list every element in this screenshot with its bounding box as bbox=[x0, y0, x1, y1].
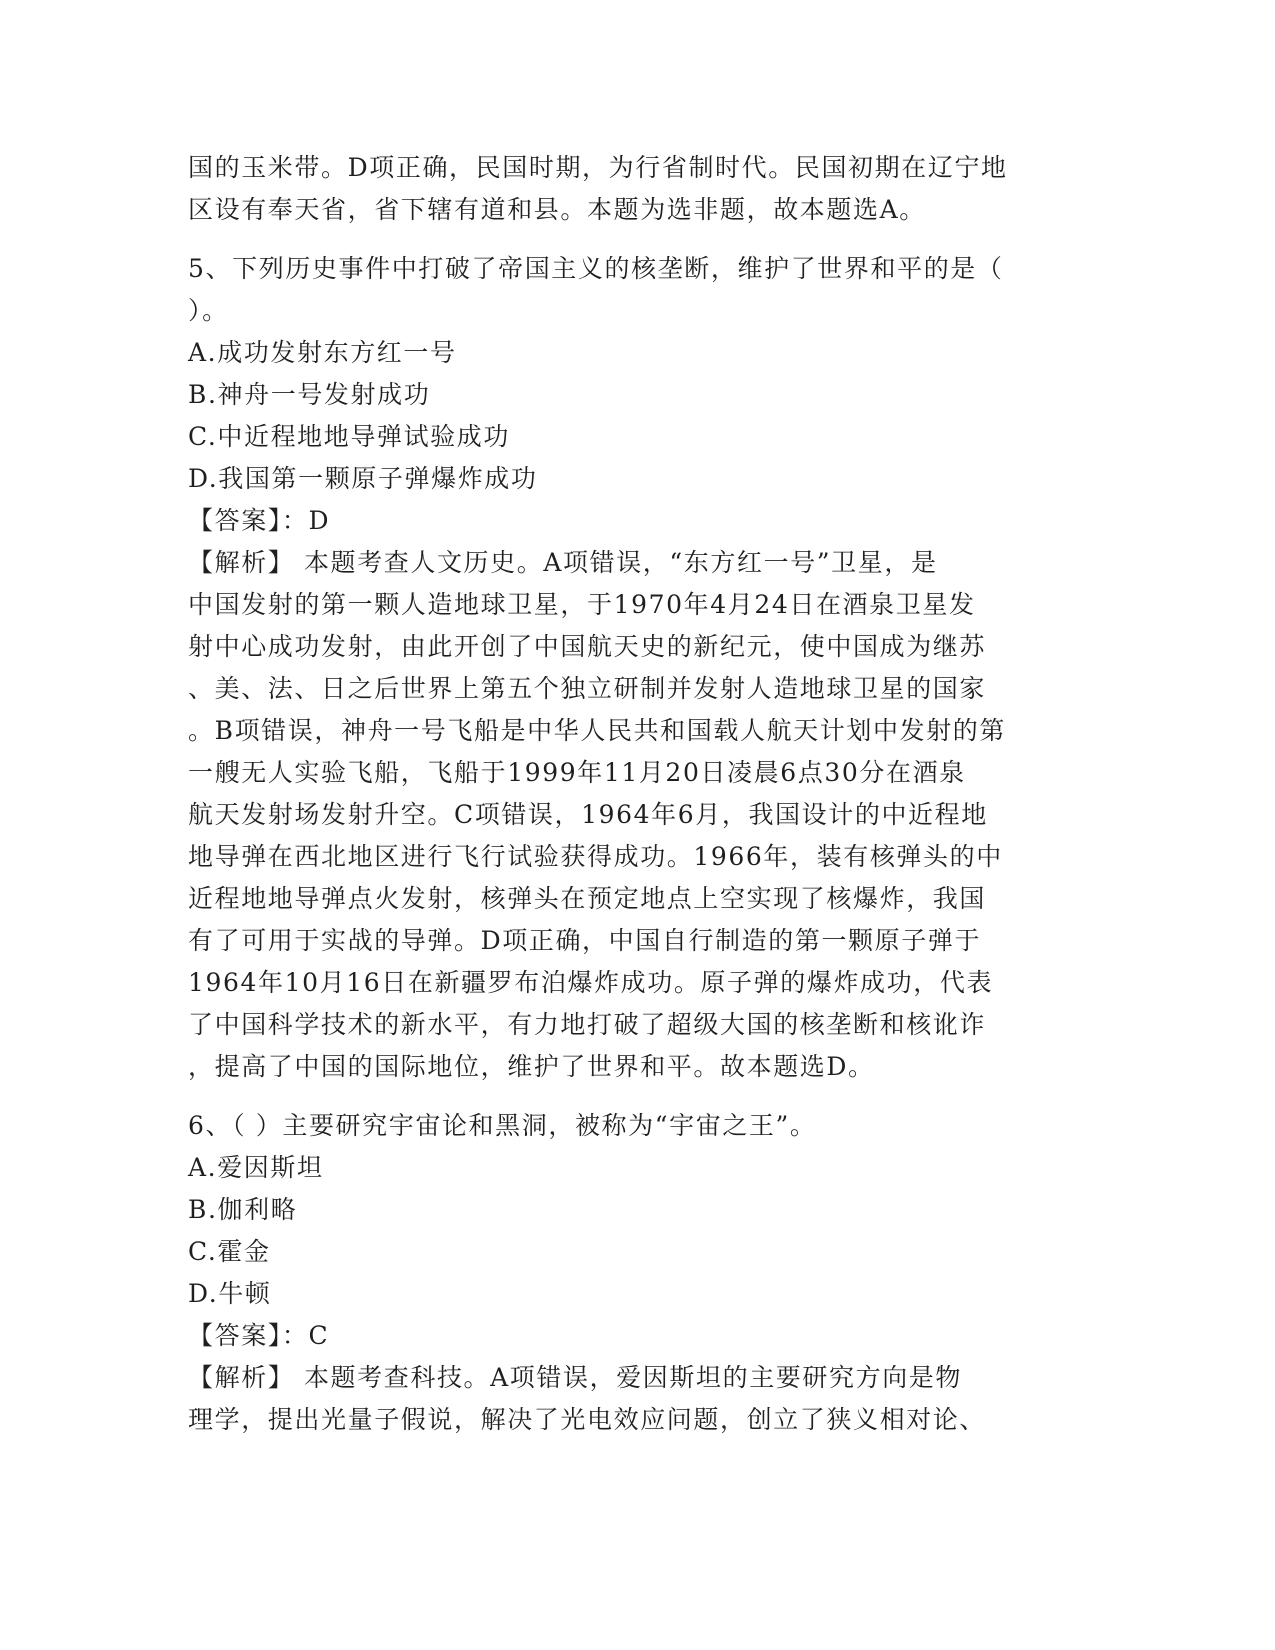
explanation-line: 、美、法、日之后世界上第五个独立研制并发射人造地球卫星的国家 bbox=[188, 674, 987, 703]
answer-line: 【答案】：C bbox=[188, 1321, 330, 1350]
option-c: C.中近程地地导弹试验成功 bbox=[188, 422, 510, 451]
option-d: D.牛顿 bbox=[188, 1279, 272, 1308]
question-stem: 6、（ ）主要研究宇宙论和黑洞，被称为“宇宙之王”。 bbox=[188, 1111, 817, 1140]
answer-line: 【答案】：D bbox=[188, 506, 331, 535]
explanation-line: 【解析】 本题考查人文历史。A项错误，“东方红一号”卫星，是 bbox=[188, 548, 938, 577]
explanation-line: 有了可用于实战的导弹。D项正确，中国自行制造的第一颗原子弹于 bbox=[188, 926, 982, 955]
text-line: 区设有奉天省，省下辖有道和县。本题为选非题，故本题选A。 bbox=[188, 195, 926, 224]
explanation-line: 【解析】 本题考查科技。A项错误，爱因斯坦的主要研究方向是物 bbox=[188, 1363, 963, 1392]
question-stem: ）。 bbox=[188, 296, 229, 325]
explanation-line: 一艘无人实验飞船，飞船于1999年11月20日凌晨6点30分在酒泉 bbox=[188, 758, 966, 787]
option-a: A.爱因斯坦 bbox=[188, 1153, 324, 1182]
explanation-line: ，提高了中国的国际地位，维护了世界和平。故本题选D。 bbox=[188, 1052, 875, 1081]
explanation-line: 射中心成功发射，由此开创了中国航天史的新纪元，使中国成为继苏 bbox=[188, 632, 987, 661]
explanation-line: 地导弹在西北地区进行飞行试验获得成功。1966年，装有核弹头的中 bbox=[188, 842, 1003, 871]
option-a: A.成功发射东方红一号 bbox=[188, 338, 457, 367]
text-line: 国的玉米带。D项正确，民国时期，为行省制时代。民国初期在辽宁地 bbox=[188, 153, 1008, 182]
explanation-line: 近程地地导弹点火发射，核弹头在预定地点上空实现了核爆炸，我国 bbox=[188, 884, 987, 913]
explanation-line: 。B项错误，神舟一号飞船是中华人民共和国载人航天计划中发射的第 bbox=[188, 716, 1006, 745]
option-c: C.霍金 bbox=[188, 1237, 271, 1266]
option-d: D.我国第一颗原子弹爆炸成功 bbox=[188, 464, 538, 493]
option-b: B.伽利略 bbox=[188, 1195, 298, 1224]
question-stem: 5、下列历史事件中打破了帝国主义的核垄断，维护了世界和平的是（ bbox=[188, 254, 1004, 283]
explanation-line: 中国发射的第一颗人造地球卫星，于1970年4月24日在酒泉卫星发 bbox=[188, 590, 976, 619]
explanation-line: 航天发射场发射升空。C项错误，1964年6月，我国设计的中近程地 bbox=[188, 800, 988, 829]
explanation-line: 理学，提出光量子假说，解决了光电效应问题，创立了狭义相对论、 bbox=[188, 1405, 987, 1434]
explanation-line: 1964年10月16日在新疆罗布泊爆炸成功。原子弹的爆炸成功，代表 bbox=[188, 968, 994, 997]
explanation-line: 了中国科学技术的新水平，有力地打破了超级大国的核垄断和核讹诈 bbox=[188, 1010, 987, 1039]
option-b: B.神舟一号发射成功 bbox=[188, 380, 431, 409]
